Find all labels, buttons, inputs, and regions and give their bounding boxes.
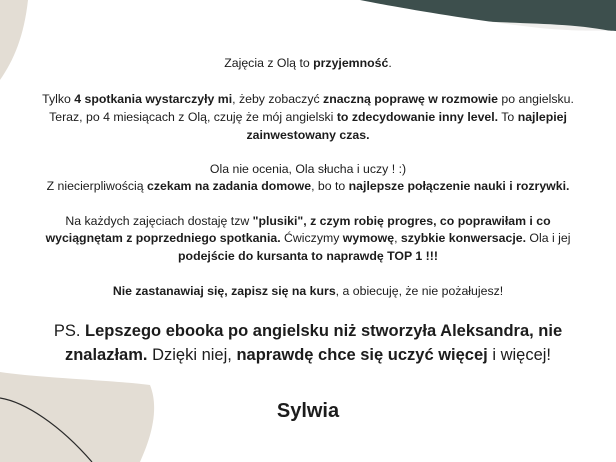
line-5: Ola nie ocenia, Ola słucha i uczy ! :) (209, 162, 407, 176)
line-3: Teraz, po 4 miesiącach z Olą, czuję że mój angielski to zdecydowanie inny level. To najlepiej (49, 110, 567, 124)
ps-line-2: znalazłam. Dzięki niej, naprawdę chce się uczyć więcej i więcej! (64, 346, 552, 364)
line-4: zainwestowany czas. (246, 128, 370, 142)
signature: Sylwia (276, 400, 340, 422)
line-6: Z niecierpliwością czekam na zadania domowe, bo to najlepsze połączenie nauki i rozrywki. (46, 179, 570, 193)
ps-line-1: PS. Lepszego ebooka po angielsku niż stworzyła Aleksandra, nie (53, 322, 563, 340)
line-9: podejście do kursanta to naprawdę TOP 1 !!! (178, 249, 438, 263)
line-10: Nie zastanawiaj się, zapisz się na kurs, a obiecuję, że nie pożałujesz! (112, 284, 504, 298)
line-8: wyciągnętam z poprzedniego spotkania. Ćwiczymy wymowę, szybkie konwersacje. Ola i jej (45, 231, 571, 245)
line-1: Zajęcia z Olą to przyjemność. (224, 56, 392, 70)
line-2: Tylko 4 spotkania wystarczyły mi, żeby zobaczyć znaczną poprawę w rozmowie po angielsku. (42, 92, 574, 106)
line-7: Na każdych zajęciach dostaję tzw "plusiki", z czym robię progres, co poprawiłam i co (65, 214, 551, 228)
